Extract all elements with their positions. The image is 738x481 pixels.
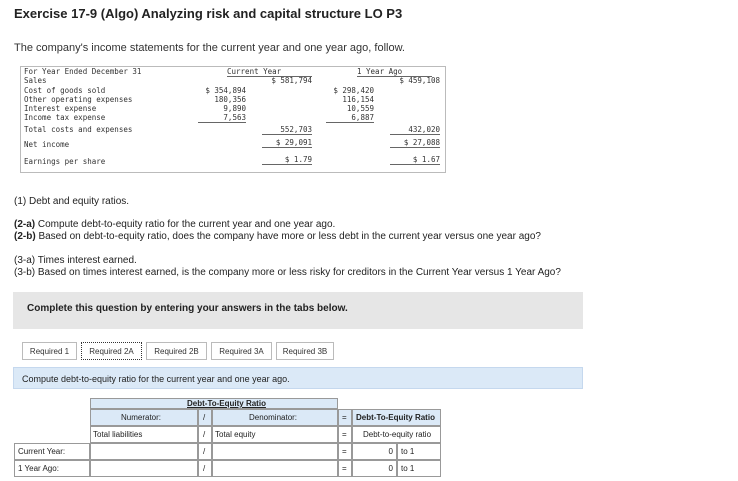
prior-to-1: to 1 (401, 464, 415, 473)
equals-header-cell (338, 409, 352, 426)
tab-required-3a[interactable]: Required 3A (211, 342, 272, 360)
question-2a-label: (2-a) (14, 219, 36, 230)
prior-sales: $ 459,108 (399, 76, 440, 85)
statement-header-label: For Year Ended December 31 (24, 67, 142, 76)
cur-cogs: $ 354,894 (205, 86, 246, 95)
col-prior-header: 1 Year Ago (357, 67, 432, 77)
row-label-tax: Income tax expense (24, 113, 106, 122)
denominator-header-cell (212, 409, 338, 426)
slash-labels: / (203, 430, 206, 439)
tab-required-2a[interactable]: Required 2A (81, 342, 142, 360)
slash-prior: / (203, 464, 206, 473)
equals-cell-current (338, 443, 352, 460)
row-label-sales: Sales (24, 76, 47, 85)
page-title: Exercise 17-9 (Algo) Analyzing risk and capital structure LO P3 (14, 6, 403, 21)
denominator-label-cell[interactable] (212, 426, 338, 443)
prior-denominator-input[interactable] (212, 460, 338, 477)
cur-tax: 7,563 (198, 113, 246, 123)
row-label-eps: Earnings per share (24, 157, 106, 166)
prior-numerator-input[interactable] (90, 460, 198, 477)
result-label: Debt-to-equity ratio (363, 430, 432, 439)
prior-to-1-cell (397, 460, 441, 477)
current-ratio-value: 0 (388, 447, 393, 456)
row-current-label: Current Year: (18, 447, 66, 456)
ratio-title: Debt-To-Equity Ratio (187, 399, 266, 408)
col-current-header: Current Year (227, 67, 312, 77)
slash-header: / (203, 413, 206, 422)
current-numerator-input[interactable] (90, 443, 198, 460)
ratio-title-cell (90, 398, 338, 409)
prior-other-opex: 116,154 (342, 95, 374, 104)
tab-required-3b[interactable]: Required 3B (276, 342, 334, 360)
row-label-net-income: Net income (24, 140, 70, 149)
slash-cell-labels (198, 426, 212, 443)
current-ratio-value-cell (352, 443, 397, 460)
numerator-label: Total liabilities (93, 430, 143, 439)
slash-cell-current (198, 443, 212, 460)
question-2b (14, 231, 541, 242)
equals-current: = (342, 447, 347, 456)
prior-eps: $ 1.67 (390, 155, 440, 165)
row-current-label-cell (14, 443, 90, 460)
row-label-cogs: Cost of goods sold (24, 86, 106, 95)
intro-text: The company's income statements for the current year and one year ago, follow. (14, 42, 405, 54)
row-prior-label-cell (14, 460, 90, 477)
prior-ratio-value-cell (352, 460, 397, 477)
prior-tax: 6,887 (326, 113, 374, 123)
current-to-1-cell (397, 443, 441, 460)
question-2a-text: Compute debt-to-equity ratio for the current year and one year ago. (35, 219, 336, 230)
cur-total-costs: 552,703 (262, 125, 312, 135)
denominator-header: Denominator: (249, 413, 298, 422)
equals-cell-labels (338, 426, 352, 443)
prior-ratio-value: 0 (388, 464, 393, 473)
prior-interest: 10,559 (346, 104, 374, 113)
question-2b-text: Based on debt-to-equity ratio, does the company have more or less debt in the current year versus one year ago? (35, 231, 541, 242)
slash-current: / (203, 447, 206, 456)
prior-net-income: $ 27,088 (390, 138, 440, 148)
complete-banner-text: Complete this question by entering your answers in the tabs below. (27, 303, 348, 314)
row-label-other-opex: Other operating expenses (24, 95, 133, 104)
equals-header: = (342, 413, 347, 422)
question-2b-label: (2-b) (14, 231, 36, 242)
equals-prior: = (342, 464, 347, 473)
prior-cogs: $ 298,420 (333, 86, 374, 95)
result-header-cell (352, 409, 441, 426)
row-label-total-costs: Total costs and expenses (24, 125, 133, 134)
question-3b: (3-b) Based on times interest earned, is the company more or less risky for creditors in the Current Year versus 1 Year Ago? (14, 267, 561, 278)
cur-interest: 9,890 (223, 104, 246, 113)
cur-other-opex: 180,356 (214, 95, 246, 104)
row-label-interest: Interest expense (24, 104, 97, 113)
current-to-1: to 1 (401, 447, 415, 456)
tab-required-1[interactable]: Required 1 (22, 342, 77, 360)
cur-net-income: $ 29,091 (262, 138, 312, 148)
prior-total-costs: 432,020 (390, 125, 440, 135)
numerator-header-cell (90, 409, 198, 426)
result-label-cell (352, 426, 441, 443)
slash-header-cell (198, 409, 212, 426)
numerator-header: Numerator: (121, 413, 162, 422)
cur-sales: $ 581,794 (271, 76, 312, 85)
cur-eps: $ 1.79 (262, 155, 312, 165)
current-denominator-input[interactable] (212, 443, 338, 460)
question-2a (14, 219, 335, 230)
tab-required-2b[interactable]: Required 2B (146, 342, 207, 360)
question-1: (1) Debt and equity ratios. (14, 196, 130, 207)
question-3a: (3-a) Times interest earned. (14, 255, 137, 266)
equals-labels: = (342, 430, 347, 439)
result-header: Debt-To-Equity Ratio (356, 413, 435, 422)
row-prior-label: 1 Year Ago: (18, 464, 59, 473)
denominator-label: Total equity (215, 430, 256, 439)
numerator-label-cell[interactable] (90, 426, 198, 443)
equals-cell-prior (338, 460, 352, 477)
instruction-text: Compute debt-to-equity ratio for the current year and one year ago. (22, 374, 290, 384)
slash-cell-prior (198, 460, 212, 477)
